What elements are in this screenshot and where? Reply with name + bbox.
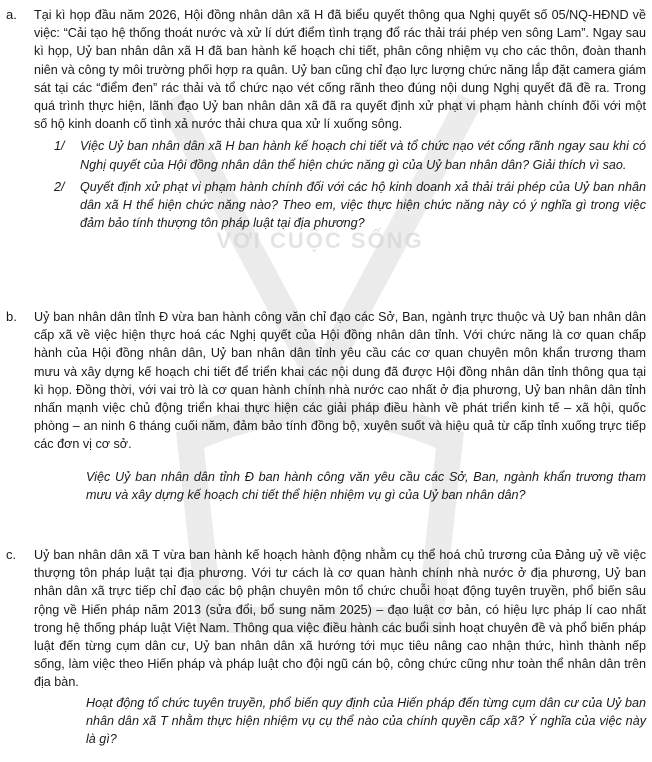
question-item	[54, 178, 646, 233]
section-marker: a.	[6, 7, 17, 22]
question-item	[86, 694, 646, 749]
section-paragraph: Tại kì họp đầu năm 2026, Hội đồng nhân dân xã H đã biểu quyết thông qua Nghị quyết số 05/NQ-HĐND về việc: “Cải tạo hệ thống thoát nước và xử lí dứt điểm tình trạng đổ rác thải trái phép ven sông Lam”. Ngay sau kì họp, Uỷ ban nhân dân xã H đã ban hành kế hoạch chi tiết, phân công nhiệm vụ cho các thôn, đoàn thanh niên và công ty môi trường phối hợp ra quân. Uỷ ban cũng chỉ đạo lực lượng chức năng lắp đặt camera giám sát tại các “điểm đen” rác thải và tổ chức nạo vét cống rãnh theo đúng nội dung Nghị quyết đã đề ra. Trong quá trình thực hiện, lãnh đạo Uỷ ban nhân dân xã đã ra quyết định xử phạt vi phạm hành chính đối với một số hộ kinh doanh cố tình xả nước thải chưa qua xử lí xuống sông.	[34, 8, 646, 132]
question-text: Việc Uỷ ban nhân dân xã H ban hành kế hoạch chi tiết và tổ chức nạo vét cống rãnh ngay sau khi có Nghị quyết của Hội đồng nhân dân thể hiện chức năng gì của Uỷ ban nhân dân? Giải thích vì sao.	[80, 139, 646, 172]
section-a	[6, 6, 646, 232]
section-marker: b.	[6, 309, 17, 324]
question-item	[86, 468, 646, 504]
question-number: 1/	[54, 139, 65, 154]
section-marker: c.	[6, 547, 17, 562]
section-b	[6, 308, 646, 504]
question-number: 2/	[54, 179, 65, 194]
section-c	[6, 546, 646, 748]
watermark-text: VỚI CUỘC SỐNG	[216, 228, 424, 253]
question-item	[54, 137, 646, 173]
section-paragraph: Uỷ ban nhân dân tỉnh Đ vừa ban hành công văn chỉ đạo các Sở, Ban, ngành trực thuộc và Uỷ ban nhân dân cấp xã về việc hiện thực hoá các Nghị quyết của Hội đồng nhân dân tỉnh. Với chức năng là cơ quan chấp hành của Hội đồng nhân dân, Uỷ ban nhân dân tỉnh yêu cầu các cơ quan chuyên môn khẩn trương tham mưu và xây dựng kế hoạch chi tiết để triển khai các nội dung đã được Hội đồng nhân dân tỉnh thông qua tại kì họp. Đồng thời, với vai trò là cơ quan hành chính nhà nước cao nhất ở địa phương, Uỷ ban nhân dân tỉnh nhấn mạnh việc chủ động triển khai thực hiện các giải pháp điều hành về phát triển kinh tế – xã hội, quốc phòng – an ninh 6 tháng cuối năm, đảm bảo tính đồng bộ, xuyên suốt và hiệu quả từ cấp tỉnh xuống trực tiếp các đơn vị cơ sở.	[34, 310, 646, 452]
question-text: Việc Uỷ ban nhân dân tỉnh Đ ban hành công văn yêu cầu các Sở, Ban, ngành khẩn trương tham mưu và xây dựng kế hoạch chi tiết thể hiện nhiệm vụ gì của Uỷ ban nhân dân?	[86, 469, 646, 502]
section-paragraph: Uỷ ban nhân dân xã T vừa ban hành kế hoạch hành động nhằm cụ thể hoá chủ trương của Đảng uỷ về việc thượng tôn pháp luật tại địa phương. Với tư cách là cơ quan hành chính nhà nước ở địa phương, Uỷ ban nhân dân xã trực tiếp chỉ đạo các bộ phận chuyên môn tổ chức chuỗi hoạt động tuyên truyền, phổ biến sâu rộng về Hiến pháp năm 2013 (sửa đổi, bổ sung năm 2025) – đạo luật cơ bản, có hiệu lực pháp lí cao nhất trong hệ thống pháp luật Việt Nam. Thông qua việc điều hành các buổi sinh hoạt chuyên đề và phổ biến pháp luật đến từng cụm dân cư, Uỷ ban nhân dân xã hướng tới mục tiêu nâng cao nhận thức, hình thành nếp sống, làm việc theo Hiến pháp và pháp luật cho đội ngũ cán bộ, công chức cũng như toàn thể nhân dân trên địa bàn.	[34, 548, 646, 690]
question-text: Hoạt động tổ chức tuyên truyền, phổ biến quy định của Hiến pháp đến từng cụm dân cư của Uỷ ban nhân dân xã T nhằm thực hiện nhiệm vụ cụ thể nào của chính quyền cấp xã? Ý nghĩa của việc này là gì?	[86, 695, 646, 747]
question-text: Quyết định xử phạt vi phạm hành chính đối với các hộ kinh doanh xả thải trái phép của Uỷ ban nhân dân xã H thể hiện chức năng nào? Theo em, việc thực hiện chức năng này có ý nghĩa gì trong việc đảm bảo tính thượng tôn pháp luật tại địa phương?	[80, 179, 646, 231]
